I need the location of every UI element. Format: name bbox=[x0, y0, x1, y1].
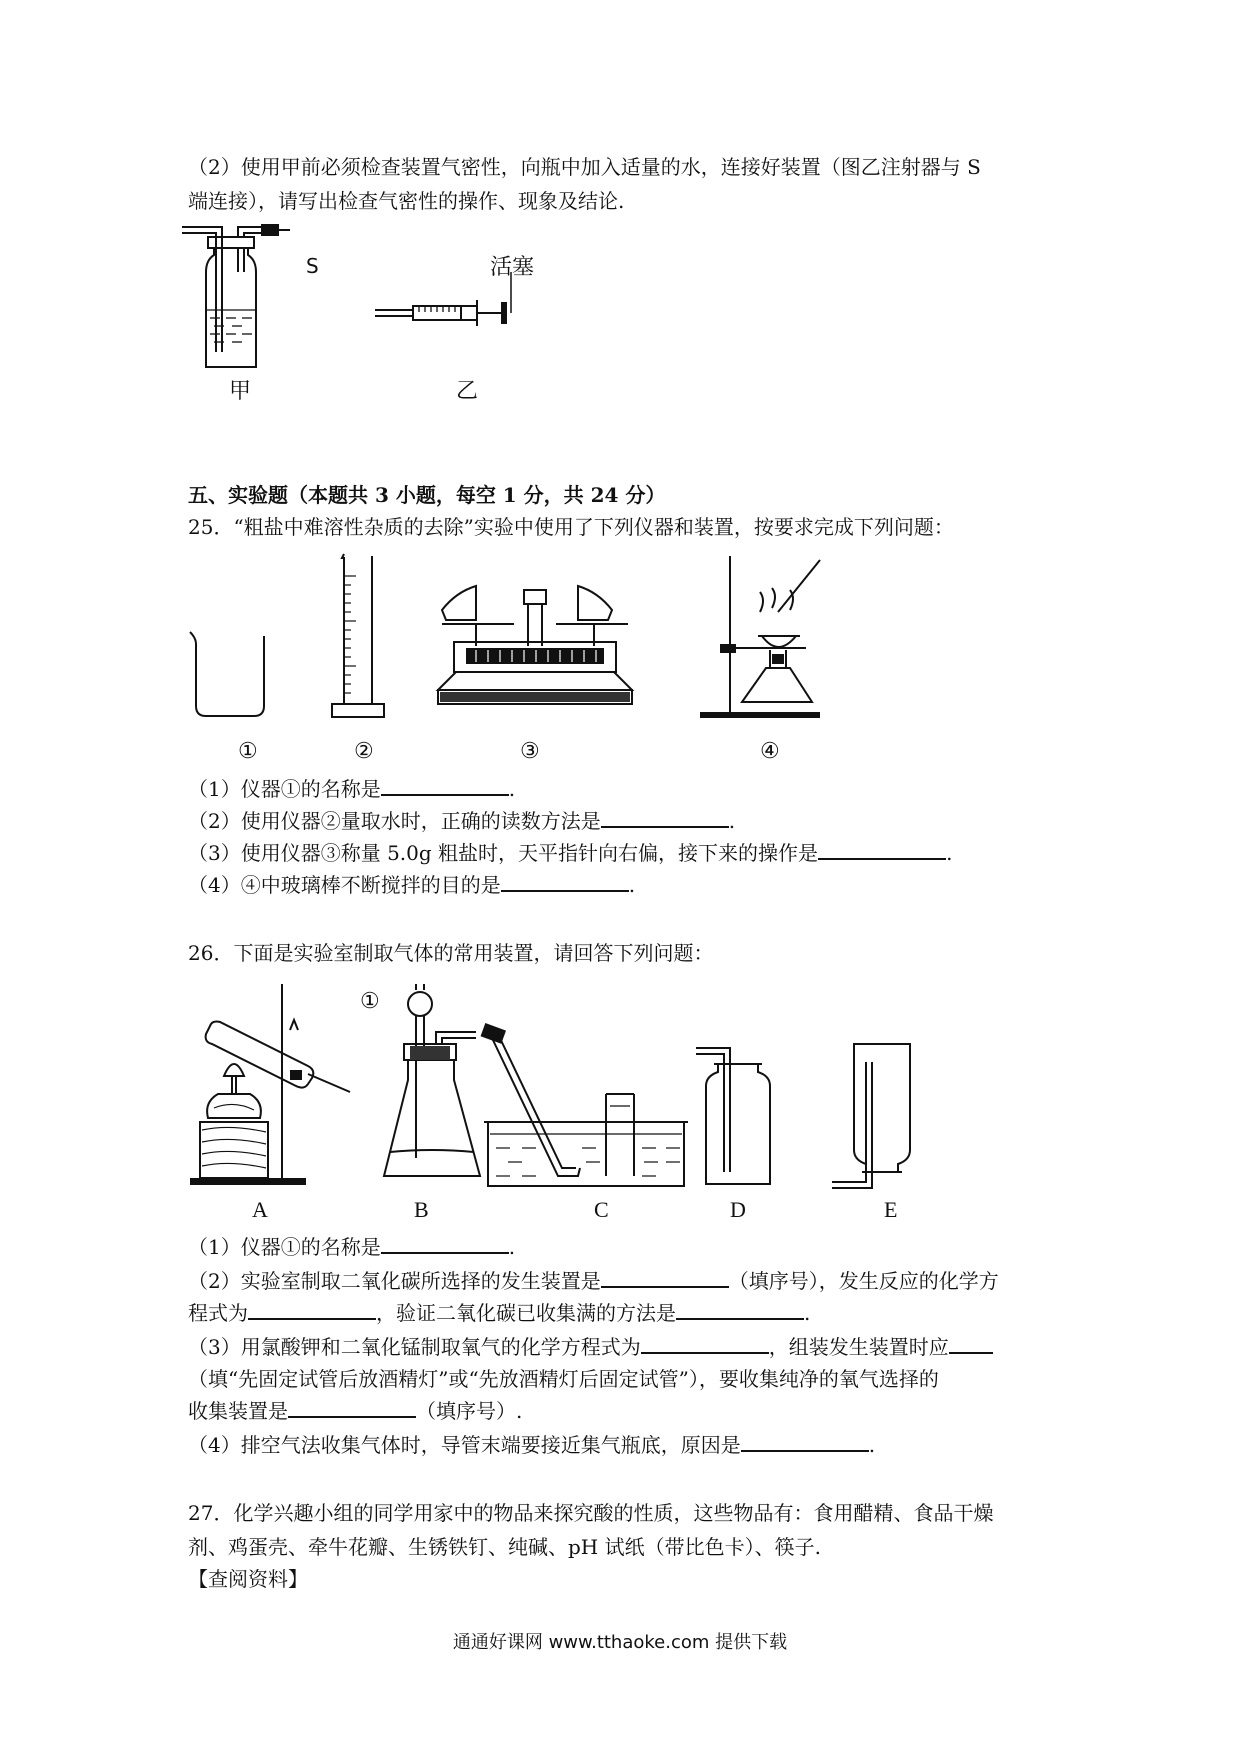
piston-label: 活塞 bbox=[490, 255, 535, 280]
q25-stem: 25．“粗盐中难溶性杂质的去除”实验中使用了下列仪器和装置，按要求完成下列问题： bbox=[188, 515, 954, 539]
answer-blank[interactable] bbox=[641, 1334, 769, 1354]
q25-label-2: ② bbox=[354, 739, 374, 764]
beaker-figure bbox=[188, 630, 278, 720]
q24-line-1: （2）使用甲前必须检查装置气密性，向瓶中加入适量的水，连接好装置（图乙注射器与 S bbox=[188, 155, 981, 179]
q27-line-1: 27．化学兴趣小组的同学用家中的物品来探究酸的性质，这些物品有：食用醋精、食品干燥 bbox=[188, 1501, 994, 1525]
balance-figure bbox=[436, 580, 636, 720]
q26-stem: 26．下面是实验室制取气体的常用装置，请回答下列问题： bbox=[188, 941, 714, 965]
s-label: S bbox=[306, 254, 319, 278]
q25-part-4: （4）④中玻璃棒不断搅拌的目的是 . bbox=[188, 873, 636, 897]
q26-part-2-line-2: 程式为 ，验证二氧化碳已收集满的方法是 . bbox=[188, 1301, 811, 1325]
q25-part-3: （3）使用仪器③称量 5.0g 粗盐时，天平指针向右偏，接下来的操作是 . bbox=[188, 841, 953, 865]
q24-line-2: 端连接），请写出检查气密性的操作、现象及结论. bbox=[188, 189, 625, 213]
answer-blank[interactable] bbox=[741, 1432, 869, 1452]
q26-part-3-line-1: （3）用氯酸钾和二氧化锰制取氧气的化学方程式为 ，组装发生装置时应 bbox=[188, 1334, 993, 1360]
jia-label: 甲 bbox=[229, 379, 252, 404]
q25-label-4: ④ bbox=[760, 739, 780, 764]
answer-blank[interactable] bbox=[381, 776, 509, 796]
syringe-figure bbox=[375, 270, 535, 340]
gas-washing-bottle-figure bbox=[180, 222, 320, 372]
funnel-circle-label: ① bbox=[360, 989, 380, 1014]
answer-blank[interactable] bbox=[601, 1268, 729, 1288]
apparatus-a-label: A bbox=[252, 1197, 268, 1222]
measuring-cylinder-figure bbox=[330, 554, 390, 724]
apparatus-d-figure bbox=[692, 1044, 782, 1194]
answer-blank[interactable] bbox=[601, 808, 729, 828]
q26-part-1: （1）仪器①的名称是 . bbox=[188, 1235, 516, 1259]
answer-blank[interactable] bbox=[381, 1234, 509, 1254]
apparatus-c-figure bbox=[482, 1026, 692, 1190]
q25-label-3: ③ bbox=[520, 739, 540, 764]
q26-part-3-line-3: 收集装置是 （填序号）. bbox=[188, 1399, 523, 1423]
apparatus-c-label: C bbox=[594, 1197, 609, 1222]
apparatus-e-label: E bbox=[884, 1197, 898, 1222]
page-footer: 通通好课网 www.tthaoke.com 提供下载 bbox=[452, 1632, 788, 1653]
q27-line-3: 【查阅资料】 bbox=[188, 1567, 308, 1591]
q25-part-2: （2）使用仪器②量取水时，正确的读数方法是 . bbox=[188, 809, 736, 833]
answer-blank[interactable] bbox=[248, 1300, 376, 1320]
q26-part-2-line-1: （2）实验室制取二氧化碳所选择的发生装置是 （填序号），发生反应的化学方 bbox=[188, 1269, 999, 1293]
apparatus-a-figure bbox=[190, 980, 360, 1192]
apparatus-d-label: D bbox=[730, 1197, 746, 1222]
yi-label: 乙 bbox=[456, 379, 479, 404]
apparatus-e-figure bbox=[832, 1040, 922, 1190]
section-title: 五、实验题（本题共 3 小题，每空 1 分，共 24 分） bbox=[188, 483, 666, 507]
evaporation-setup-figure bbox=[700, 552, 840, 724]
q27-line-2: 剂、鸡蛋壳、牵牛花瓣、生锈铁钉、纯碱、pH 试纸（带比色卡）、筷子. bbox=[188, 1535, 821, 1559]
apparatus-b-label: B bbox=[414, 1197, 429, 1222]
answer-blank[interactable] bbox=[818, 840, 946, 860]
q26-part-4: （4）排空气法收集气体时，导管末端要接近集气瓶底，原因是 . bbox=[188, 1433, 876, 1457]
q25-part-1: （1）仪器①的名称是 . bbox=[188, 777, 516, 801]
answer-blank[interactable] bbox=[949, 1334, 993, 1354]
answer-blank[interactable] bbox=[501, 872, 629, 892]
answer-blank[interactable] bbox=[676, 1300, 804, 1320]
q25-label-1: ① bbox=[238, 739, 258, 764]
answer-blank[interactable] bbox=[288, 1398, 416, 1418]
q26-part-3-line-2: （填“先固定试管后放酒精灯”或“先放酒精灯后固定试管”），要收集纯净的氧气选择的 bbox=[188, 1367, 939, 1391]
